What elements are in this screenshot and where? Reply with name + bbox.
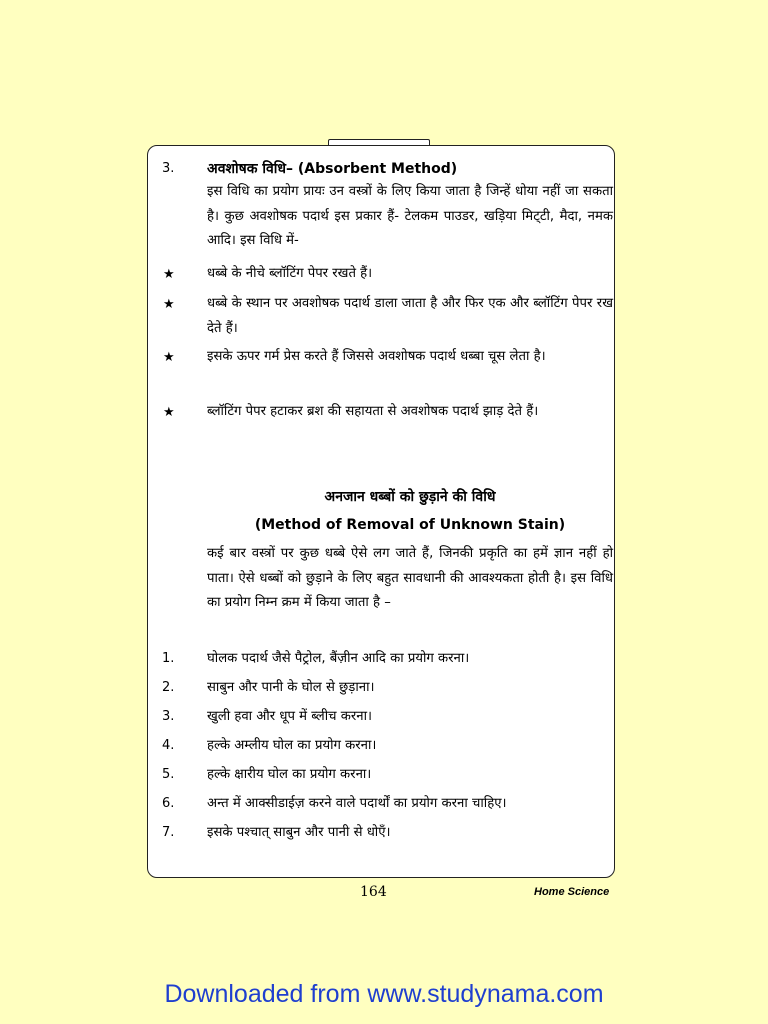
step-text: हल्के अम्लीय घोल का प्रयोग करना। <box>207 738 377 753</box>
step-number: 1. <box>162 651 175 666</box>
step-number: 6. <box>162 796 175 811</box>
step-number: 7. <box>162 825 175 840</box>
step-text: अन्त में आक्सीडाईज़ करने वाले पदार्थों का प्रयोग करना चाहिए। <box>207 796 507 811</box>
bullet-item: इसके ऊपर गर्म प्रेस करते हैं जिससे अवशोषक पदार्थ धब्बा चूस लेता है। <box>207 349 546 364</box>
download-banner: Downloaded from www.studynama.com <box>164 980 604 1008</box>
bullet-star-icon: ★ <box>163 405 175 420</box>
step-text: साबुन और पानी के घोल से छुड़ाना। <box>207 680 375 695</box>
bullet-item: धब्बे के स्थान पर अवशोषक पदार्थ डाला जाता है और फिर एक और ब्लॉटिंग पेपर रख देते हैं। <box>207 296 613 336</box>
page-number: 164 <box>360 884 387 900</box>
bullet-star-icon: ★ <box>163 297 175 312</box>
step-number: 3. <box>162 709 175 724</box>
section-number: 3. <box>162 161 175 176</box>
step-text: खुली हवा और धूप में ब्लीच करना। <box>207 709 372 724</box>
step-number: 4. <box>162 738 175 753</box>
step-text: हल्के क्षारीय घोल का प्रयोग करना। <box>207 767 372 782</box>
section-title-hindi: अनजान धब्बों को छुड़ाने की विधि <box>324 489 496 505</box>
section-title-english: (Method of Removal of Unknown Stain) <box>254 517 566 533</box>
unknown-stain-intro: कई बार वस्त्रों पर कुछ धब्बे ऐसे लग जाते हैं, जिनकी प्रकृति का हमें ज्ञान नहीं हो पाता। ऐसे धब्बों को छुड़ाने के लिए बहुत सावधानी की आवश्यकता होती है। इस विधि का प्रयोग निम्न क्रम में किया जाता है – <box>207 546 613 610</box>
bullet-star-icon: ★ <box>163 350 175 365</box>
step-number: 2. <box>162 680 175 695</box>
bullet-star-icon: ★ <box>163 267 175 282</box>
bullet-item: धब्बे के नीचे ब्लॉटिंग पेपर रखते हैं। <box>207 266 373 281</box>
step-number: 5. <box>162 767 175 782</box>
section-heading: अवशोषक विधि– (Absorbent Method) <box>207 161 458 177</box>
section-intro: इस विधि का प्रयोग प्रायः उन वस्त्रों के लिए किया जाता है जिन्हें धोया नहीं जा सकता है। कुछ अवशोषक पदार्थ इस प्रकार हैं- टेलकम पाउडर, खड़िया मिट्‌टी, मैदा, नमक आदि। इस विधि में- <box>207 184 613 248</box>
footer-subject: Home Science <box>534 886 610 898</box>
bullet-item: ब्लॉटिंग पेपर हटाकर ब्रश की सहायता से अवशोषक पदार्थ झाड़ देते हैं। <box>207 404 539 419</box>
step-text: घोलक पदार्थ जैसे पैट्रोल, बैंज़ीन आदि का प्रयोग करना। <box>207 651 470 666</box>
step-text: इसके पश्चात् साबुन और पानी से धोएँ। <box>207 825 391 840</box>
